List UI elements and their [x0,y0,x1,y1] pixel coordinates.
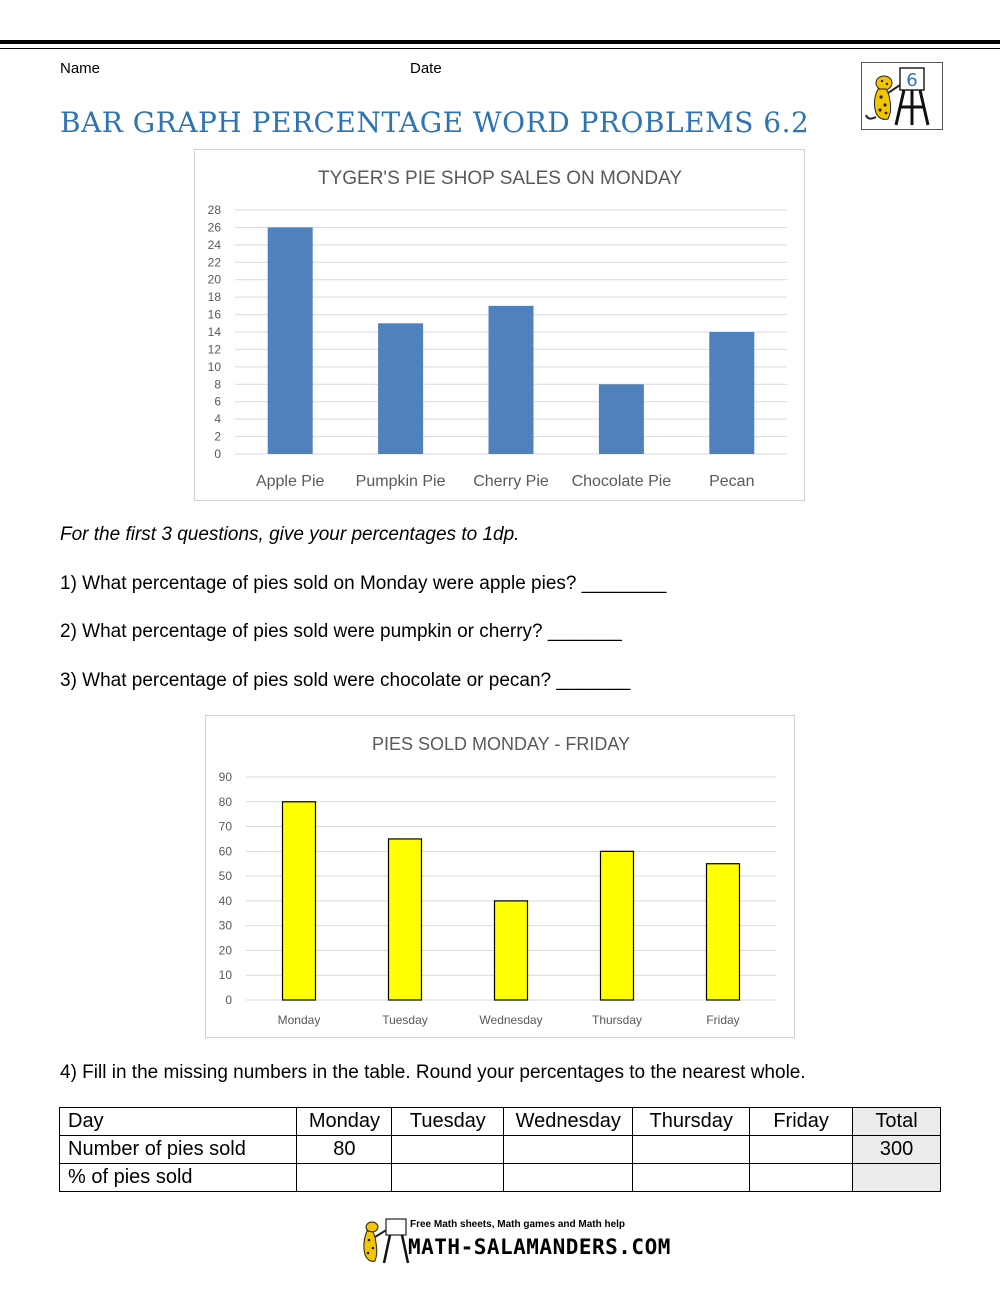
y-tick-label: 16 [207,307,221,322]
table-input-cell[interactable] [504,1164,633,1192]
y-tick-label: 12 [207,342,221,357]
salamander-icon [866,76,900,119]
table-input-cell[interactable] [392,1164,504,1192]
y-tick-label: 0 [214,447,221,461]
grade-number: 6 [906,70,918,91]
x-category-label: Apple Pie [255,473,325,490]
y-tick-label: 40 [218,893,232,908]
chart-bar [707,864,740,1000]
question-1: 1) What percentage of pies sold on Monday were apple pies? ________ [60,573,667,594]
pies-table [59,1107,941,1192]
footer-site: MATH-SALAMANDERS.COM [408,1235,671,1259]
pies-sold-week-chart-svg [206,716,796,1039]
chart-title: TYGER'S PIE SHOP SALES ON MONDAY [317,168,683,189]
table-cell [853,1164,941,1192]
top-rule [0,40,1000,44]
chart-bar [389,839,422,1000]
footer-tagline: Free Math sheets, Math games and Math help [410,1219,626,1230]
y-tick-label: 24 [207,237,221,252]
table-row [60,1164,941,1192]
y-tick-label: 14 [207,325,221,339]
pie-shop-sales-chart [194,149,805,501]
y-tick-label: 80 [218,794,232,809]
x-category-label: Friday [706,1013,740,1027]
footer-logo [352,1215,671,1267]
question-3: 3) What percentage of pies sold were chocolate or pecan? _______ [60,670,631,691]
date-label: Date [410,60,442,77]
table-cell: Number of pies sold [60,1136,297,1164]
table-cell: Total [853,1108,941,1136]
table-cell: Thursday [633,1108,750,1136]
chart-bar [709,332,754,454]
x-category-label: Tuesday [382,1013,428,1027]
table-input-cell[interactable] [750,1164,853,1192]
table-cell: % of pies sold [60,1164,297,1192]
table-input-cell[interactable] [633,1164,750,1192]
table-cell: Wednesday [504,1108,633,1136]
grade-logo [861,62,943,130]
pies-sold-week-chart [205,715,795,1038]
y-tick-label: 28 [207,203,221,217]
table-input-cell[interactable] [392,1136,504,1164]
y-tick-label: 2 [214,429,221,444]
chart-bar [601,851,634,1000]
x-category-label: Cherry Pie [473,473,549,490]
chart-bar [599,384,644,454]
y-tick-label: 4 [214,412,221,427]
table-input-cell[interactable] [297,1164,392,1192]
y-tick-label: 26 [207,220,221,235]
y-tick-label: 20 [207,272,221,287]
table-row [60,1136,941,1164]
y-tick-label: 18 [207,290,221,305]
y-tick-label: 6 [214,394,221,409]
x-category-label: Chocolate Pie [571,473,672,490]
name-label: Name [60,60,101,77]
y-tick-label: 50 [218,869,232,884]
chart-bar [495,901,528,1000]
instructions-text: For the first 3 questions, give your percentages to 1dp. [60,524,520,545]
table-input-cell[interactable] [750,1136,853,1164]
y-tick-label: 60 [218,844,232,859]
table-input-cell[interactable] [633,1136,750,1164]
question-2: 2) What percentage of pies sold were pumpkin or cherry? _______ [60,621,622,642]
page-title: BAR GRAPH PERCENTAGE WORD PROBLEMS 6.2 [60,106,810,139]
chart-bar [268,227,313,454]
y-tick-label: 20 [218,943,232,958]
top-rule-thin [0,48,1000,49]
x-category-label: Pumpkin Pie [355,473,446,490]
chart-bar [489,306,534,454]
table-cell: 80 [297,1136,392,1164]
y-tick-label: 70 [218,819,232,834]
table-cell: Monday [297,1108,392,1136]
y-tick-label: 30 [218,918,232,933]
x-category-label: Wednesday [479,1013,543,1027]
y-tick-label: 10 [207,359,221,374]
question-4: 4) Fill in the missing numbers in the table. Round your percentages to the nearest whole. [60,1062,806,1083]
table-cell: Friday [750,1108,853,1136]
table-cell: Day [60,1108,297,1136]
y-tick-label: 0 [225,993,232,1007]
easel-icon [386,1219,406,1235]
table-input-cell[interactable] [504,1136,633,1164]
x-category-label: Thursday [591,1013,643,1027]
chart-bar [378,323,423,454]
y-tick-label: 22 [207,255,221,270]
chart-title: PIES SOLD MONDAY - FRIDAY [371,734,631,754]
table-header-row [60,1108,941,1136]
y-tick-label: 10 [218,968,232,983]
table-cell: 300 [853,1136,941,1164]
chart-bar [283,802,316,1000]
pie-shop-sales-chart-svg [195,150,806,502]
x-category-label: Pecan [709,473,755,490]
x-category-label: Monday [277,1013,321,1027]
y-tick-label: 90 [218,770,232,784]
y-tick-label: 8 [214,377,221,392]
table-cell: Tuesday [392,1108,504,1136]
